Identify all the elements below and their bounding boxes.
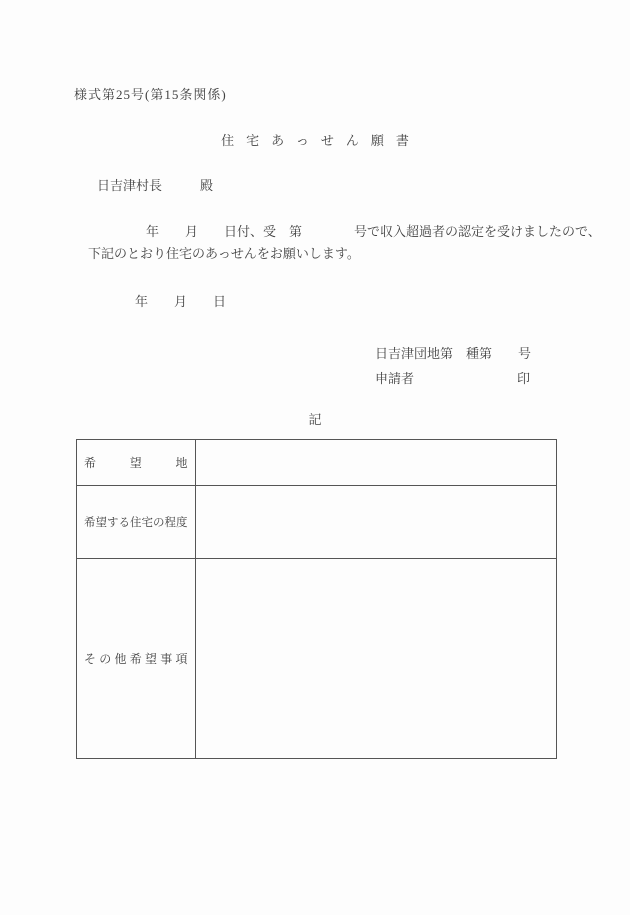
row-label-desired-housing-grade: 希望する住宅の程度 (77, 486, 196, 559)
document-title: 住宅あっせん願書 (221, 133, 421, 148)
body-line-2: 下記のとおり住宅のあっせんをお願いします。 (88, 246, 360, 261)
row-value-desired-housing-grade (195, 486, 556, 559)
applicant-line (375, 366, 530, 391)
row-label-other-requests: その他希望事項 (77, 559, 196, 759)
table-row (77, 559, 557, 759)
applicant-label: 申請者 (375, 371, 415, 386)
addressee-name: 日吉津村長 (97, 178, 163, 193)
estate-number-line: 日吉津団地第 種第 号 (375, 346, 532, 361)
list-marker: 記 (308, 412, 322, 427)
row-value-other-requests (195, 559, 556, 759)
form-number: 様式第25号(第15条関係) (74, 87, 227, 102)
row-value-desired-location (195, 440, 556, 486)
signature-block (375, 341, 530, 391)
addressee-honorific: 殿 (200, 178, 214, 193)
date-line: 年 月 日 (135, 294, 227, 309)
addressee-line (97, 175, 213, 194)
row-label-desired-location: 希望地 (77, 440, 196, 486)
table-row (77, 486, 557, 559)
seal-label: 印 (516, 371, 530, 386)
request-table (76, 439, 557, 759)
body-line-1: 年 月 日付、受 第 号で収入超過者の認定を受けましたので、 (146, 224, 601, 239)
table-row (77, 440, 557, 486)
body-paragraph (88, 221, 601, 265)
